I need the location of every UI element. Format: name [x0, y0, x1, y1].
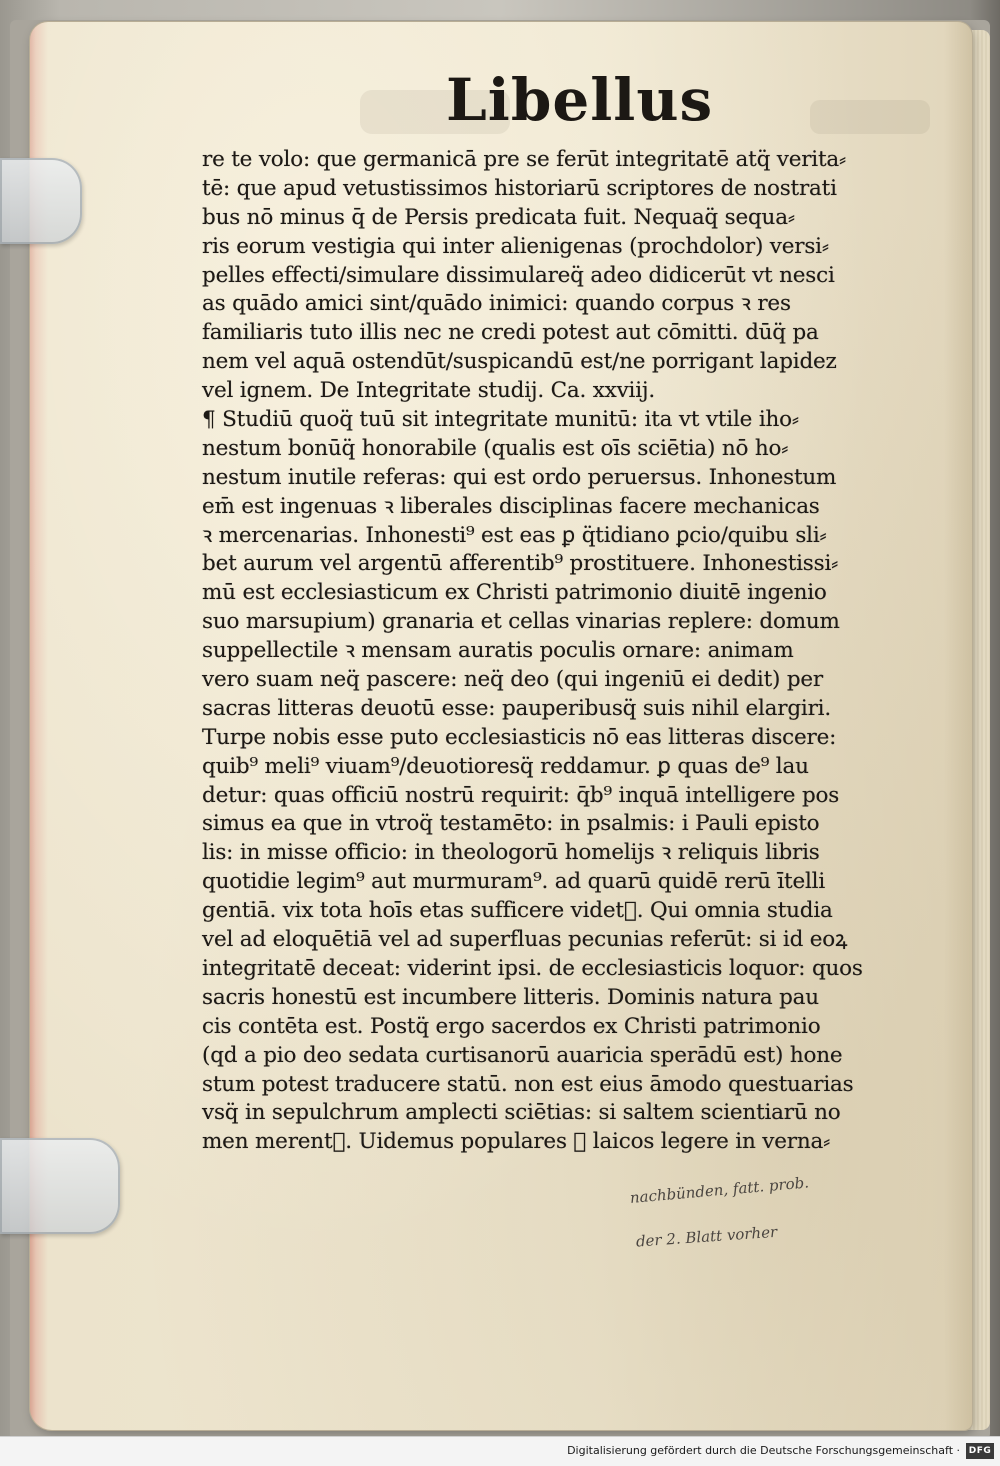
- text-line: suppellectile ꝛ mensam auratis poculis ornare: animam: [202, 638, 794, 664]
- text-line: stum potest traducere statū. non est eius āmodo questuarias: [202, 1071, 854, 1097]
- text-line: (qd a pio deo sedata curtisanorū auaricia sperādū est) hone: [202, 1042, 843, 1068]
- page-clip-bottom: [0, 1138, 120, 1234]
- text-line: vel ad eloquētiā vel ad superfluas pecunias referūt: si id eoꝝ: [202, 927, 848, 953]
- text-block: [202, 146, 884, 1157]
- text-line: lis: in misse officio: in theologorū homelijs ꝛ reliquis libris: [202, 840, 820, 866]
- text-line: ¶ Studiū quoq̈ tuū sit integritate munitū: ita vt vtile iho⸗: [202, 407, 799, 433]
- handwritten-note: [629, 1173, 890, 1264]
- text-line: mū est ecclesiasticum ex Christi patrimonio diuitē ingenio: [202, 580, 827, 606]
- text-line: as quādo amici sint/quādo inimici: quando corpus ꝛ res: [202, 291, 791, 317]
- funding-credit: Digitalisierung gefördert durch die Deutsche Forschungsgemeinschaft ·: [567, 1444, 960, 1457]
- text-line: detur: quas officiū nostrū requirit: q̄b⁹ inquā intelligere pos: [202, 782, 840, 808]
- text-line: suo marsupium) granaria et cellas vinarias replere: domum: [202, 609, 840, 635]
- text-line: Turpe nobis esse puto ecclesiasticis nō eas litteras discere:: [202, 724, 837, 750]
- text-line: cis contēta est. Postq̈ ergo sacerdos ex Christi patrimonio: [202, 1013, 821, 1039]
- text-line: bet aurum vel argentū afferentib⁹ prostituere. Inhonestissi⸗: [202, 551, 839, 577]
- handwritten-note-line: nachbünden, fatt. prob.: [629, 1173, 810, 1207]
- text-line: em̄ est ingenuas ꝛ liberales disciplinas facere mechanicas: [202, 493, 820, 519]
- text-line: re te volo: que germanicā pre se ferūt integritatē atq̈ verita⸗: [202, 147, 847, 172]
- text-line: simus ea que in vtroq̈ testamēto: in psalmis: i Pauli episto: [202, 811, 820, 837]
- text-line: vel ignem. De Integritate studij. Ca. xxviij.: [202, 378, 655, 404]
- text-line: sacris honestū est incumbere litteris. Dominis natura pau: [202, 984, 819, 1010]
- text-line: pelles effecti/simulare dissimulareq̈ adeo didicerūt vt nesci: [202, 262, 835, 288]
- text-line: men merent᷑. Uidemus populares ꝛ laicos legere in verna⸗: [202, 1129, 831, 1155]
- text-line: ꝛ mercenarias. Inhonesti⁹ est eas ꝑ q̈tidiano ꝑcio/quibu sli⸗: [202, 522, 827, 548]
- running-head: Libellus: [446, 66, 714, 134]
- text-line: quotidie legim⁹ aut murmuram⁹. ad quarū quidē rerū ītelli: [202, 869, 826, 895]
- page-clip-top: [0, 158, 82, 244]
- text-line: vero suam neq̈ pascere: neq̈ deo (qui ingeniū ei dedit) per: [202, 667, 824, 693]
- text-line: nestum bonūq̈ honorabile (qualis est oīs sciētia) nō ho⸗: [202, 435, 789, 461]
- text-line: sacras litteras deuotū esse: pauperibusq̈ suis nihil elargiri.: [202, 695, 831, 721]
- text-line: quib⁹ meli⁹ viuam⁹/deuotioresq̈ reddamur. ꝑ quas de⁹ lau: [202, 753, 809, 779]
- handwritten-note-line: der 2. Blatt vorher: [635, 1222, 778, 1251]
- dfg-logo-icon: DFG: [966, 1443, 994, 1459]
- text-line: integritatē deceat: viderint ipsi. de ecclesiasticis loquor: quos: [202, 955, 863, 981]
- text-line: gentiā. vix tota hoīs etas sufficere videt᷑. Qui omnia studia: [202, 898, 833, 924]
- text-line: familiaris tuto illis nec ne credi potest aut cōmitti. dūq̈ pa: [202, 320, 819, 346]
- footer-bar: [0, 1436, 1000, 1466]
- text-line: tē: que apud vetustissimos historiarū scriptores de nostrati: [202, 175, 837, 201]
- text-line: vsq̈ in sepulchrum amplecti sciētias: si saltem scientiarū no: [202, 1100, 841, 1126]
- text-line: bus nō minus q̄ de Persis predicata fuit. Nequaq̈ sequa⸗: [202, 204, 795, 230]
- text-line: ris eorum vestigia qui inter alienigenas (prochdolor) versi⸗: [202, 233, 829, 259]
- text-line: nestum inutile referas: qui est ordo peruersus. Inhonestum: [202, 464, 837, 490]
- text-line: nem vel aquā ostendūt/suspicandū est/ne porrigant lapidez: [202, 349, 837, 375]
